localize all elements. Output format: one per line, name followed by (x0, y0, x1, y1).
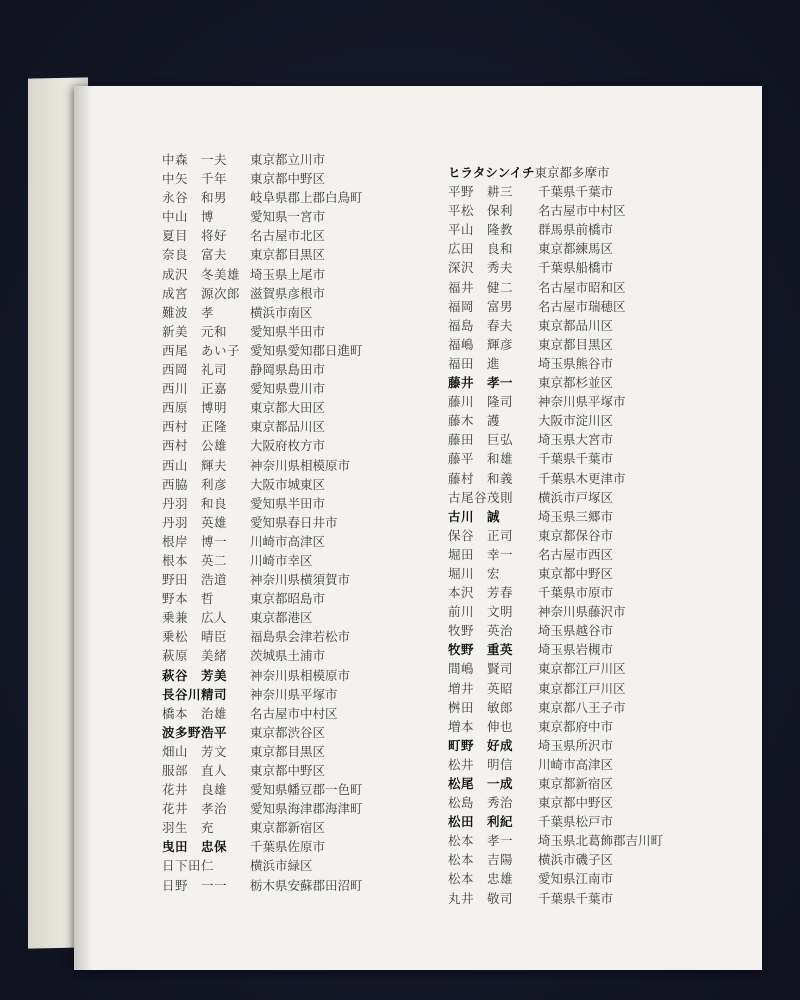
person-address: 千葉県千葉市 (538, 890, 614, 906)
person-name: 藤平 和雄 (448, 451, 514, 467)
list-item (162, 513, 363, 532)
person-address: 名古屋市中村区 (250, 705, 338, 721)
person-address: 埼玉県越谷市 (538, 623, 614, 639)
person-name: 松本 忠雄 (448, 871, 514, 887)
person-name: 藤木 護 (448, 413, 501, 429)
person-address: 東京都多摩市 (534, 165, 610, 180)
person-name: 福岡 富男 (448, 298, 514, 314)
list-item (162, 265, 363, 284)
person-name: 西山 輝夫 (162, 457, 228, 473)
person-address: 東京都品川区 (250, 419, 326, 435)
list-item (448, 507, 663, 526)
person-name: 根岸 博一 (162, 533, 228, 549)
person-address: 千葉県千葉市 (538, 451, 614, 467)
person-name: 松本 吉陽 (448, 852, 514, 868)
person-name: 松本 孝一 (448, 833, 514, 849)
list-item (448, 640, 663, 659)
list-item (162, 780, 363, 799)
list-item (448, 201, 663, 220)
list-item (448, 411, 663, 430)
person-name: 根本 英二 (162, 552, 228, 568)
person-address: 東京都杉並区 (538, 375, 614, 391)
person-name: 福田 進 (448, 355, 501, 371)
person-name: 本沢 芳春 (448, 585, 514, 601)
person-name: 乗松 晴臣 (162, 629, 228, 645)
list-item (448, 488, 663, 507)
person-name: 丹羽 和良 (162, 495, 228, 511)
list-item (162, 303, 363, 322)
person-name: 中森 一夫 (162, 152, 228, 167)
list-item (162, 666, 363, 685)
list-item (162, 646, 363, 665)
person-name: 保谷 正司 (448, 527, 514, 543)
person-address: 愛知県春日井市 (250, 514, 338, 530)
person-address: 名古屋市北区 (250, 228, 326, 244)
list-item (448, 316, 663, 335)
list-item (448, 163, 663, 182)
person-address: 愛知県海津郡海津町 (250, 801, 363, 817)
list-item (448, 583, 663, 602)
person-address: 大阪市城東区 (250, 476, 326, 492)
person-address: 横浜市南区 (250, 304, 313, 320)
person-address: 愛知県半田市 (250, 495, 326, 511)
list-item (162, 570, 363, 589)
list-item (448, 679, 663, 698)
list-item (448, 545, 663, 564)
list-item (162, 876, 363, 895)
list-item (448, 869, 663, 888)
person-address: 群馬県前橋市 (538, 222, 614, 238)
person-name: 堀川 宏 (448, 565, 501, 581)
person-name: 西村 公雄 (162, 438, 228, 454)
person-address: 東京都中野区 (250, 171, 326, 187)
person-name: 中山 博 (162, 209, 215, 225)
person-name: 堀田 幸一 (448, 546, 514, 562)
list-item (162, 551, 363, 570)
person-address: 福島県会津若松市 (250, 629, 351, 645)
person-address: 静岡県島田市 (250, 362, 326, 378)
list-item (162, 360, 363, 379)
list-item (162, 837, 363, 856)
person-name: 古尾谷茂則 (448, 489, 514, 505)
person-address: 岐阜県郡上郡白鳥町 (250, 190, 363, 206)
person-name: 古川 誠 (448, 508, 501, 524)
list-item (162, 627, 363, 646)
list-item (162, 284, 363, 303)
list-item (162, 456, 363, 475)
person-name: 牧野 重英 (448, 642, 514, 658)
person-name: 中矢 千年 (162, 171, 228, 187)
person-name: 西川 正嘉 (162, 381, 228, 397)
person-address: 大阪市淀川区 (538, 413, 614, 429)
person-name: 西岡 礼司 (162, 362, 228, 378)
person-name: 波多野浩平 (162, 724, 228, 740)
right-name-column (448, 163, 663, 908)
list-item (162, 341, 363, 360)
person-name: 西原 博明 (162, 400, 228, 416)
person-address: 愛知県幡豆郡一色町 (250, 782, 363, 798)
person-name: 間嶋 賢司 (448, 661, 514, 677)
person-name: 松田 利紀 (448, 814, 514, 830)
list-item (448, 392, 663, 411)
person-name: 平野 耕三 (448, 184, 514, 200)
person-address: 東京都江戸川区 (538, 680, 626, 696)
person-name: 曳田 忠保 (162, 839, 228, 855)
person-address: 埼玉県熊谷市 (538, 355, 614, 371)
list-item (448, 659, 663, 678)
list-item (162, 398, 363, 417)
list-item (162, 322, 363, 341)
person-address: 愛知県愛知郡日進町 (250, 342, 363, 358)
list-item (448, 182, 663, 201)
list-item (448, 698, 663, 717)
person-name: 奈良 富夫 (162, 247, 228, 263)
person-address: 東京都目黒区 (250, 247, 326, 263)
person-address: 東京都大田区 (250, 400, 326, 416)
list-item (162, 417, 363, 436)
list-item (162, 818, 363, 837)
list-item (448, 831, 663, 850)
person-name: 野本 哲 (162, 591, 215, 607)
person-name: 花井 孝治 (162, 801, 228, 817)
person-name: 萩谷 芳美 (162, 667, 228, 683)
person-name: 松尾 一成 (448, 776, 514, 791)
person-name: 深沢 秀夫 (448, 260, 514, 276)
page-gutter-shadow (74, 86, 92, 970)
person-name: 服部 直人 (162, 763, 228, 778)
person-name: 増井 英昭 (448, 680, 514, 696)
person-address: 横浜市戸塚区 (538, 489, 614, 505)
list-item (162, 475, 363, 494)
person-name: 桝田 敏郎 (448, 699, 514, 715)
list-item (162, 761, 363, 780)
person-address: 名古屋市中村区 (538, 203, 626, 219)
list-item (162, 608, 363, 627)
list-item (448, 449, 663, 468)
list-item (448, 430, 663, 449)
person-address: 東京都保谷市 (538, 527, 614, 543)
person-address: 愛知県江南市 (538, 871, 614, 887)
person-name: 丸井 敬司 (448, 890, 514, 906)
person-name: 平松 保利 (448, 203, 514, 219)
list-item (448, 812, 663, 831)
list-item (448, 220, 663, 239)
person-address: 横浜市磯子区 (538, 852, 614, 868)
person-address: 千葉県松戸市 (538, 814, 614, 830)
person-name: 日下田仁 (162, 858, 215, 874)
list-item (448, 889, 663, 908)
person-name: 花井 良雄 (162, 782, 228, 798)
person-name: 野田 浩道 (162, 572, 228, 588)
person-name: 平山 隆教 (448, 222, 514, 238)
person-address: 川崎市幸区 (250, 552, 313, 568)
list-item (448, 258, 663, 277)
person-name: ヒラタシンイチ (448, 165, 535, 180)
person-address: 東京都品川区 (538, 317, 614, 333)
list-item (448, 278, 663, 297)
person-address: 東京都立川市 (250, 152, 326, 167)
person-name: 長谷川精司 (162, 686, 228, 702)
person-name: 福嶋 輝彦 (448, 336, 514, 352)
list-item (162, 207, 363, 226)
person-address: 栃木県安蘇郡田沼町 (250, 877, 363, 893)
list-item (162, 685, 363, 704)
person-address: 川崎市高津区 (538, 756, 614, 772)
person-address: 埼玉県大宮市 (538, 432, 614, 448)
person-address: 神奈川県平塚市 (250, 686, 338, 702)
list-item (448, 602, 663, 621)
list-item (162, 704, 363, 723)
person-address: 千葉県市原市 (538, 585, 614, 601)
person-address: 滋賀県彦根市 (250, 285, 326, 301)
person-address: 東京都目黒区 (538, 336, 614, 352)
person-name: 萩原 美緒 (162, 648, 228, 664)
person-name: 橋本 治雄 (162, 705, 228, 721)
left-name-column (162, 150, 363, 895)
person-address: 横浜市緑区 (250, 858, 313, 874)
list-item (448, 469, 663, 488)
person-address: 東京都昭島市 (250, 591, 326, 607)
person-address: 東京都中野区 (250, 763, 326, 778)
list-item (162, 589, 363, 608)
person-name: 難波 孝 (162, 304, 215, 320)
person-name: 福島 春夫 (448, 317, 514, 333)
list-item (448, 755, 663, 774)
list-item (162, 169, 363, 188)
list-item (162, 226, 363, 245)
list-item (162, 723, 363, 742)
person-address: 東京都新宿区 (538, 776, 614, 791)
person-name: 夏目 将好 (162, 228, 228, 244)
person-address: 神奈川県相模原市 (250, 457, 351, 473)
person-address: 千葉県佐原市 (250, 839, 326, 855)
person-address: 東京都八王子市 (538, 699, 626, 715)
list-item (162, 379, 363, 398)
list-item (162, 532, 363, 551)
person-name: 成宮 源次郎 (162, 285, 241, 301)
list-item (162, 436, 363, 455)
person-name: 福井 健二 (448, 279, 514, 295)
person-name: 増本 伸也 (448, 718, 514, 734)
list-item (448, 774, 663, 793)
person-name: 成沢 冬美雄 (162, 266, 241, 282)
person-name: 藤田 巨弘 (448, 432, 514, 448)
list-item (448, 736, 663, 755)
person-address: 神奈川県平塚市 (538, 394, 626, 410)
list-item (448, 850, 663, 869)
list-item (162, 150, 363, 169)
person-name: 乗兼 広人 (162, 610, 228, 626)
person-address: 名古屋市昭和区 (538, 279, 626, 295)
list-item (448, 793, 663, 812)
person-address: 千葉県船橋市 (538, 260, 614, 276)
person-address: 東京都練馬区 (538, 241, 614, 257)
list-item (162, 742, 363, 761)
person-address: 千葉県千葉市 (538, 184, 614, 200)
list-item (162, 494, 363, 513)
person-address: 東京都渋谷区 (250, 724, 326, 740)
person-address: 千葉県木更津市 (538, 470, 626, 486)
person-address: 名古屋市瑞穂区 (538, 298, 626, 314)
person-name: 丹羽 英雄 (162, 514, 228, 530)
list-item (448, 297, 663, 316)
list-item (162, 188, 363, 207)
person-name: 広田 良和 (448, 241, 514, 257)
person-address: 埼玉県北葛飾郡吉川町 (538, 833, 664, 849)
person-name: 西尾 あい子 (162, 342, 241, 358)
person-name: 前川 文明 (448, 604, 514, 620)
person-name: 藤井 孝一 (448, 375, 514, 391)
person-name: 羽生 充 (162, 820, 215, 836)
person-name: 町野 好成 (448, 737, 514, 753)
person-address: 東京都新宿区 (250, 820, 326, 836)
person-name: 日野 一一 (162, 877, 228, 893)
person-address: 東京都中野区 (538, 565, 614, 581)
person-address: 愛知県豊川市 (250, 381, 326, 397)
person-address: 愛知県一宮市 (250, 209, 326, 225)
person-name: 西脇 利彦 (162, 476, 228, 492)
person-address: 埼玉県三郷市 (538, 508, 614, 524)
person-address: 神奈川県横須賀市 (250, 572, 351, 588)
person-name: 西村 正隆 (162, 419, 228, 435)
list-item (448, 335, 663, 354)
person-address: 神奈川県藤沢市 (538, 604, 626, 620)
person-name: 松井 明信 (448, 756, 514, 772)
list-item (448, 621, 663, 640)
list-item (162, 799, 363, 818)
person-name: 新美 元和 (162, 323, 228, 339)
person-name: 松島 秀治 (448, 795, 514, 811)
person-address: 東京都港区 (250, 610, 313, 626)
person-name: 藤川 隆司 (448, 394, 514, 410)
list-item (448, 526, 663, 545)
person-address: 東京都目黒区 (250, 743, 326, 759)
person-name: 永谷 和男 (162, 190, 228, 206)
list-item (162, 856, 363, 875)
person-name: 藤村 和義 (448, 470, 514, 486)
list-item (448, 564, 663, 583)
person-address: 川崎市高津区 (250, 533, 326, 549)
list-item (448, 354, 663, 373)
person-address: 埼玉県上尾市 (250, 266, 326, 282)
list-item (448, 373, 663, 392)
person-address: 名古屋市西区 (538, 546, 614, 562)
list-item (162, 245, 363, 264)
person-address: 東京都中野区 (538, 795, 614, 811)
person-address: 茨城県土浦市 (250, 648, 326, 664)
person-name: 牧野 英治 (448, 623, 514, 639)
person-address: 埼玉県所沢市 (538, 737, 614, 753)
person-address: 東京都府中市 (538, 718, 614, 734)
person-address: 大阪府枚方市 (250, 438, 326, 454)
person-address: 神奈川県相模原市 (250, 667, 351, 683)
person-address: 愛知県半田市 (250, 323, 326, 339)
person-name: 畑山 芳文 (162, 743, 228, 759)
list-item (448, 717, 663, 736)
person-address: 埼玉県岩槻市 (538, 642, 614, 658)
list-item (448, 239, 663, 258)
person-address: 東京都江戸川区 (538, 661, 626, 677)
